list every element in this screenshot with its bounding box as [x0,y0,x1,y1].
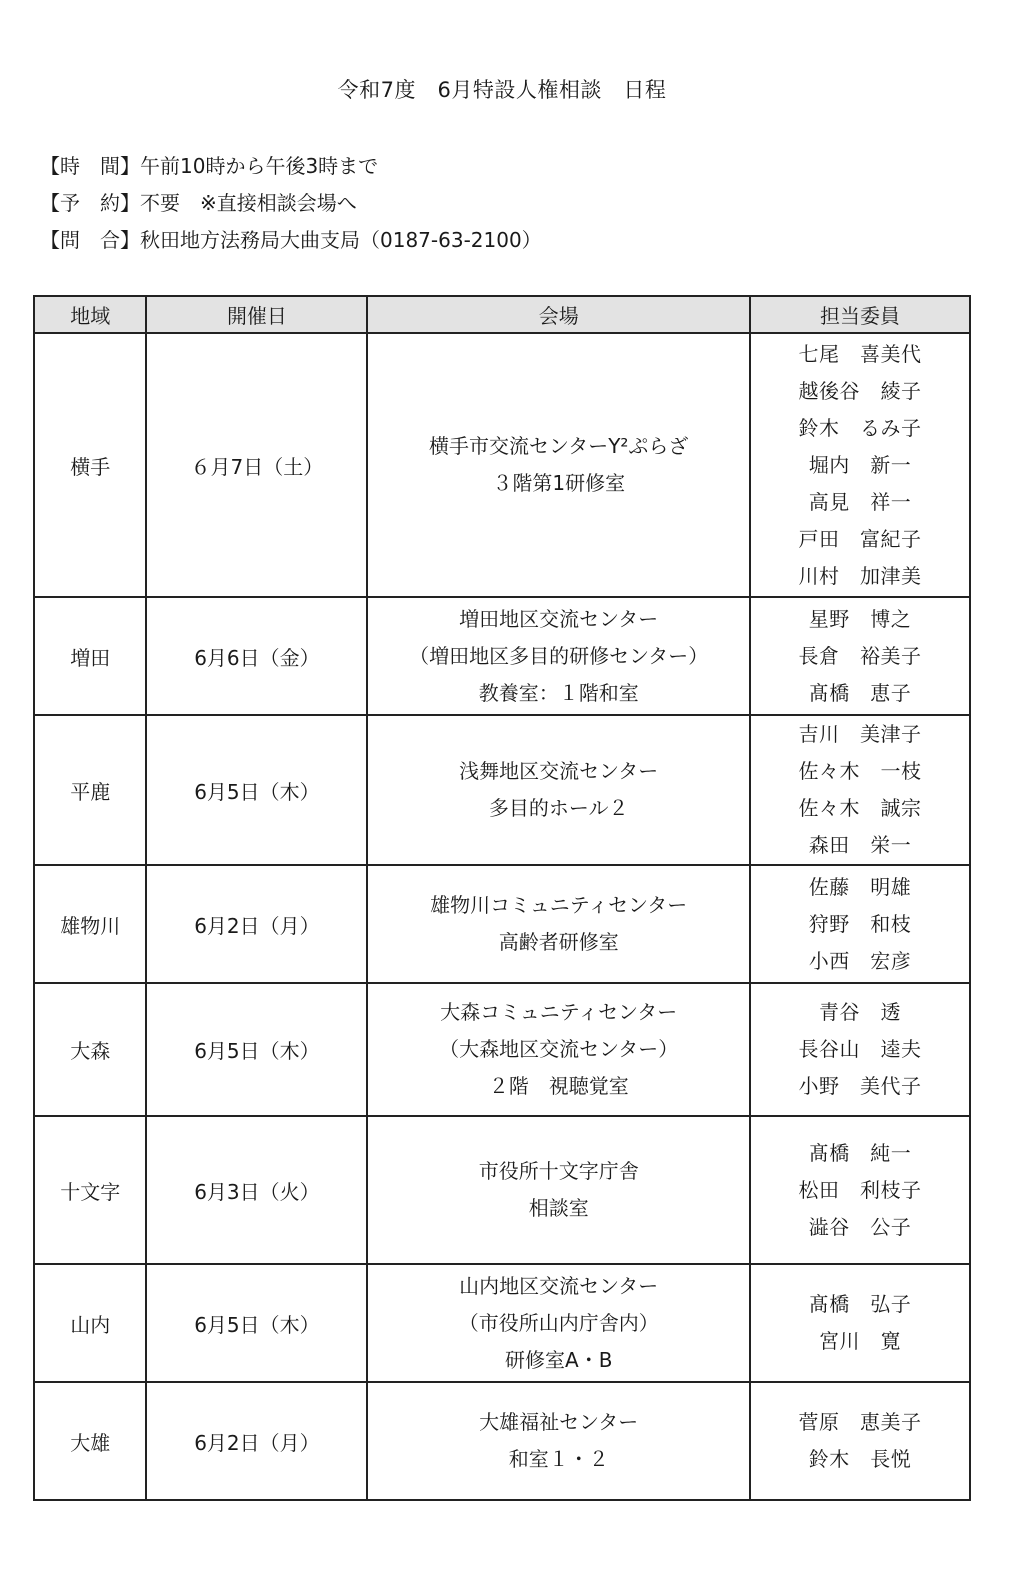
venue-line: 多目的ホール２ [488,796,629,820]
cell-venue [367,1264,750,1382]
table-row [34,1116,970,1264]
member-name: 高見 祥一 [808,489,912,514]
member-name: 髙橋 弘子 [808,1292,912,1316]
cell-date: 6月6日（金） [146,597,367,715]
venue-line: ２階 視聴覚室 [488,1074,629,1098]
member-name: 戸田 富紀子 [798,526,922,551]
member-name: 狩野 和枝 [808,911,912,936]
venue-line: 大森コミュニティセンター [440,1000,678,1024]
venue-line: 高齢者研修室 [498,930,619,954]
header-date: 開催日 [146,296,367,333]
venue-line: ３階第1研修室 [492,471,626,495]
cell-members [750,983,970,1116]
info-time: 【時 間】午前10時から午後3時まで [40,154,379,178]
cell-date: 6月5日（木） [146,715,367,865]
member-name: 堀内 新一 [808,452,912,477]
header-members: 担当委員 [750,296,970,333]
member-name: 長谷山 逵夫 [798,1037,922,1061]
member-name: 小西 宏彦 [808,948,912,973]
venue-line: 増田地区交流センター [459,606,659,631]
venue-line: 横手市交流センターY²ぷらざ [429,434,689,458]
header-venue: 会場 [367,296,750,333]
venue-line: 大雄福祉センター [479,1410,639,1434]
member-name: 森田 栄一 [808,833,912,857]
venue-line: 市役所十文字庁舎 [478,1159,639,1183]
schedule-table [33,295,971,1501]
cell-venue [367,715,750,865]
member-name: 澁谷 公子 [808,1214,912,1239]
member-name: 越後谷 綾子 [798,378,922,403]
cell-area: 雄物川 [34,865,146,983]
member-name: 髙橋 純一 [808,1140,912,1165]
cell-area: 横手 [34,333,146,597]
venue-line: 和室１・２ [508,1447,609,1471]
cell-date: 6月2日（月） [146,1382,367,1500]
member-name: 菅原 恵美子 [798,1410,922,1434]
venue-line: （増田地区多目的研修センター） [409,643,709,668]
venue-line: （大森地区交流センター） [439,1037,679,1061]
table-row [34,597,970,715]
member-name: 長倉 裕美子 [798,643,922,668]
cell-area: 十文字 [34,1116,146,1264]
table-row [34,865,970,983]
member-name: 七尾 喜美代 [798,341,922,366]
member-name: 青谷 透 [819,1000,902,1024]
member-name: 星野 博之 [808,606,912,631]
cell-area: 山内 [34,1264,146,1382]
venue-line: 研修室A・B [505,1347,613,1372]
member-name: 佐々木 一枝 [798,759,922,783]
member-name: 佐々木 誠宗 [798,796,922,820]
cell-venue [367,333,750,597]
venue-line: 山内地区交流センター [459,1273,659,1298]
cell-members [750,865,970,983]
cell-venue [367,983,750,1116]
cell-area: 平鹿 [34,715,146,865]
cell-members [750,597,970,715]
info-block [40,148,542,259]
member-name: 川村 加津美 [798,563,922,588]
venue-line: 教養室：１階和室 [478,680,639,705]
table-row [34,333,970,597]
cell-area: 増田 [34,597,146,715]
cell-venue [367,1116,750,1264]
cell-members [750,715,970,865]
cell-date: 6月2日（月） [146,865,367,983]
table-row [34,983,970,1116]
venue-line: 相談室 [528,1196,589,1220]
member-name: 鈴木 るみ子 [798,415,922,440]
cell-date: 6月5日（木） [146,983,367,1116]
cell-members [750,1116,970,1264]
venue-line: （市役所山内庁舎内） [458,1310,659,1335]
cell-members [750,1264,970,1382]
cell-date: ６月7日（土） [146,333,367,597]
member-name: 松田 利枝子 [798,1177,922,1202]
table-row [34,1382,970,1500]
page-title: 令和7度 6月特設人権相談 日程 [337,78,667,102]
venue-line: 浅舞地区交流センター [459,759,659,783]
member-name: 小野 美代子 [798,1074,922,1098]
cell-members [750,1382,970,1500]
cell-area: 大雄 [34,1382,146,1500]
venue-line: 雄物川コミュニティセンター [430,893,688,917]
table-row [34,1264,970,1382]
member-name: 髙橋 恵子 [808,680,912,705]
member-name: 宮川 寛 [819,1329,902,1353]
table-body [34,333,970,1500]
member-name: 吉川 美津子 [798,722,922,746]
cell-members [750,333,970,597]
cell-date: 6月3日（火） [146,1116,367,1264]
cell-venue [367,1382,750,1500]
cell-date: 6月5日（木） [146,1264,367,1382]
member-name: 佐藤 明雄 [808,874,912,899]
member-name: 鈴木 長悦 [808,1447,912,1471]
info-contact: 【問 合】秋田地方法務局大曲支局（0187-63-2100） [40,228,542,252]
header-area: 地域 [34,296,146,333]
cell-venue [367,597,750,715]
table-row [34,715,970,865]
cell-area: 大森 [34,983,146,1116]
table-header-row [34,296,970,333]
info-reservation: 【予 約】不要 ※直接相談会場へ [40,191,357,215]
cell-venue [367,865,750,983]
